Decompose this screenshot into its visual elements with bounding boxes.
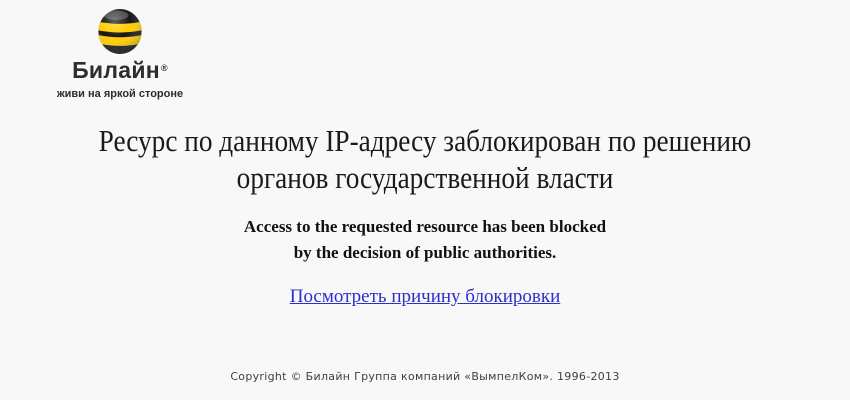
- page-title-line-2: органов государственной власти: [236, 160, 614, 195]
- brand-name: Билайн: [72, 57, 160, 83]
- registered-trademark: ®: [160, 63, 168, 73]
- brand-wordmark: [72, 58, 168, 82]
- block-reason-link-row: [0, 286, 850, 308]
- brand-slogan: живи на яркой стороне: [56, 88, 184, 100]
- page-title-line-1: Ресурс по данному IP-адресу заблокирован по решению: [98, 123, 752, 158]
- page-subtitle-english: [0, 214, 850, 266]
- page-title: [51, 122, 799, 196]
- beeline-logo: [56, 8, 184, 100]
- view-block-reason-link[interactable]: Посмотреть причину блокировки: [289, 286, 561, 307]
- copyright-text: Copyright © Билайн Группа компаний «ВымпелКом». 1996-2013: [230, 370, 620, 383]
- beeline-sphere-icon: [97, 8, 143, 55]
- page-subtitle-line-2: by the decision of public authorities.: [293, 243, 557, 262]
- page-subtitle-line-1: Access to the requested resource has been blocked: [243, 217, 607, 236]
